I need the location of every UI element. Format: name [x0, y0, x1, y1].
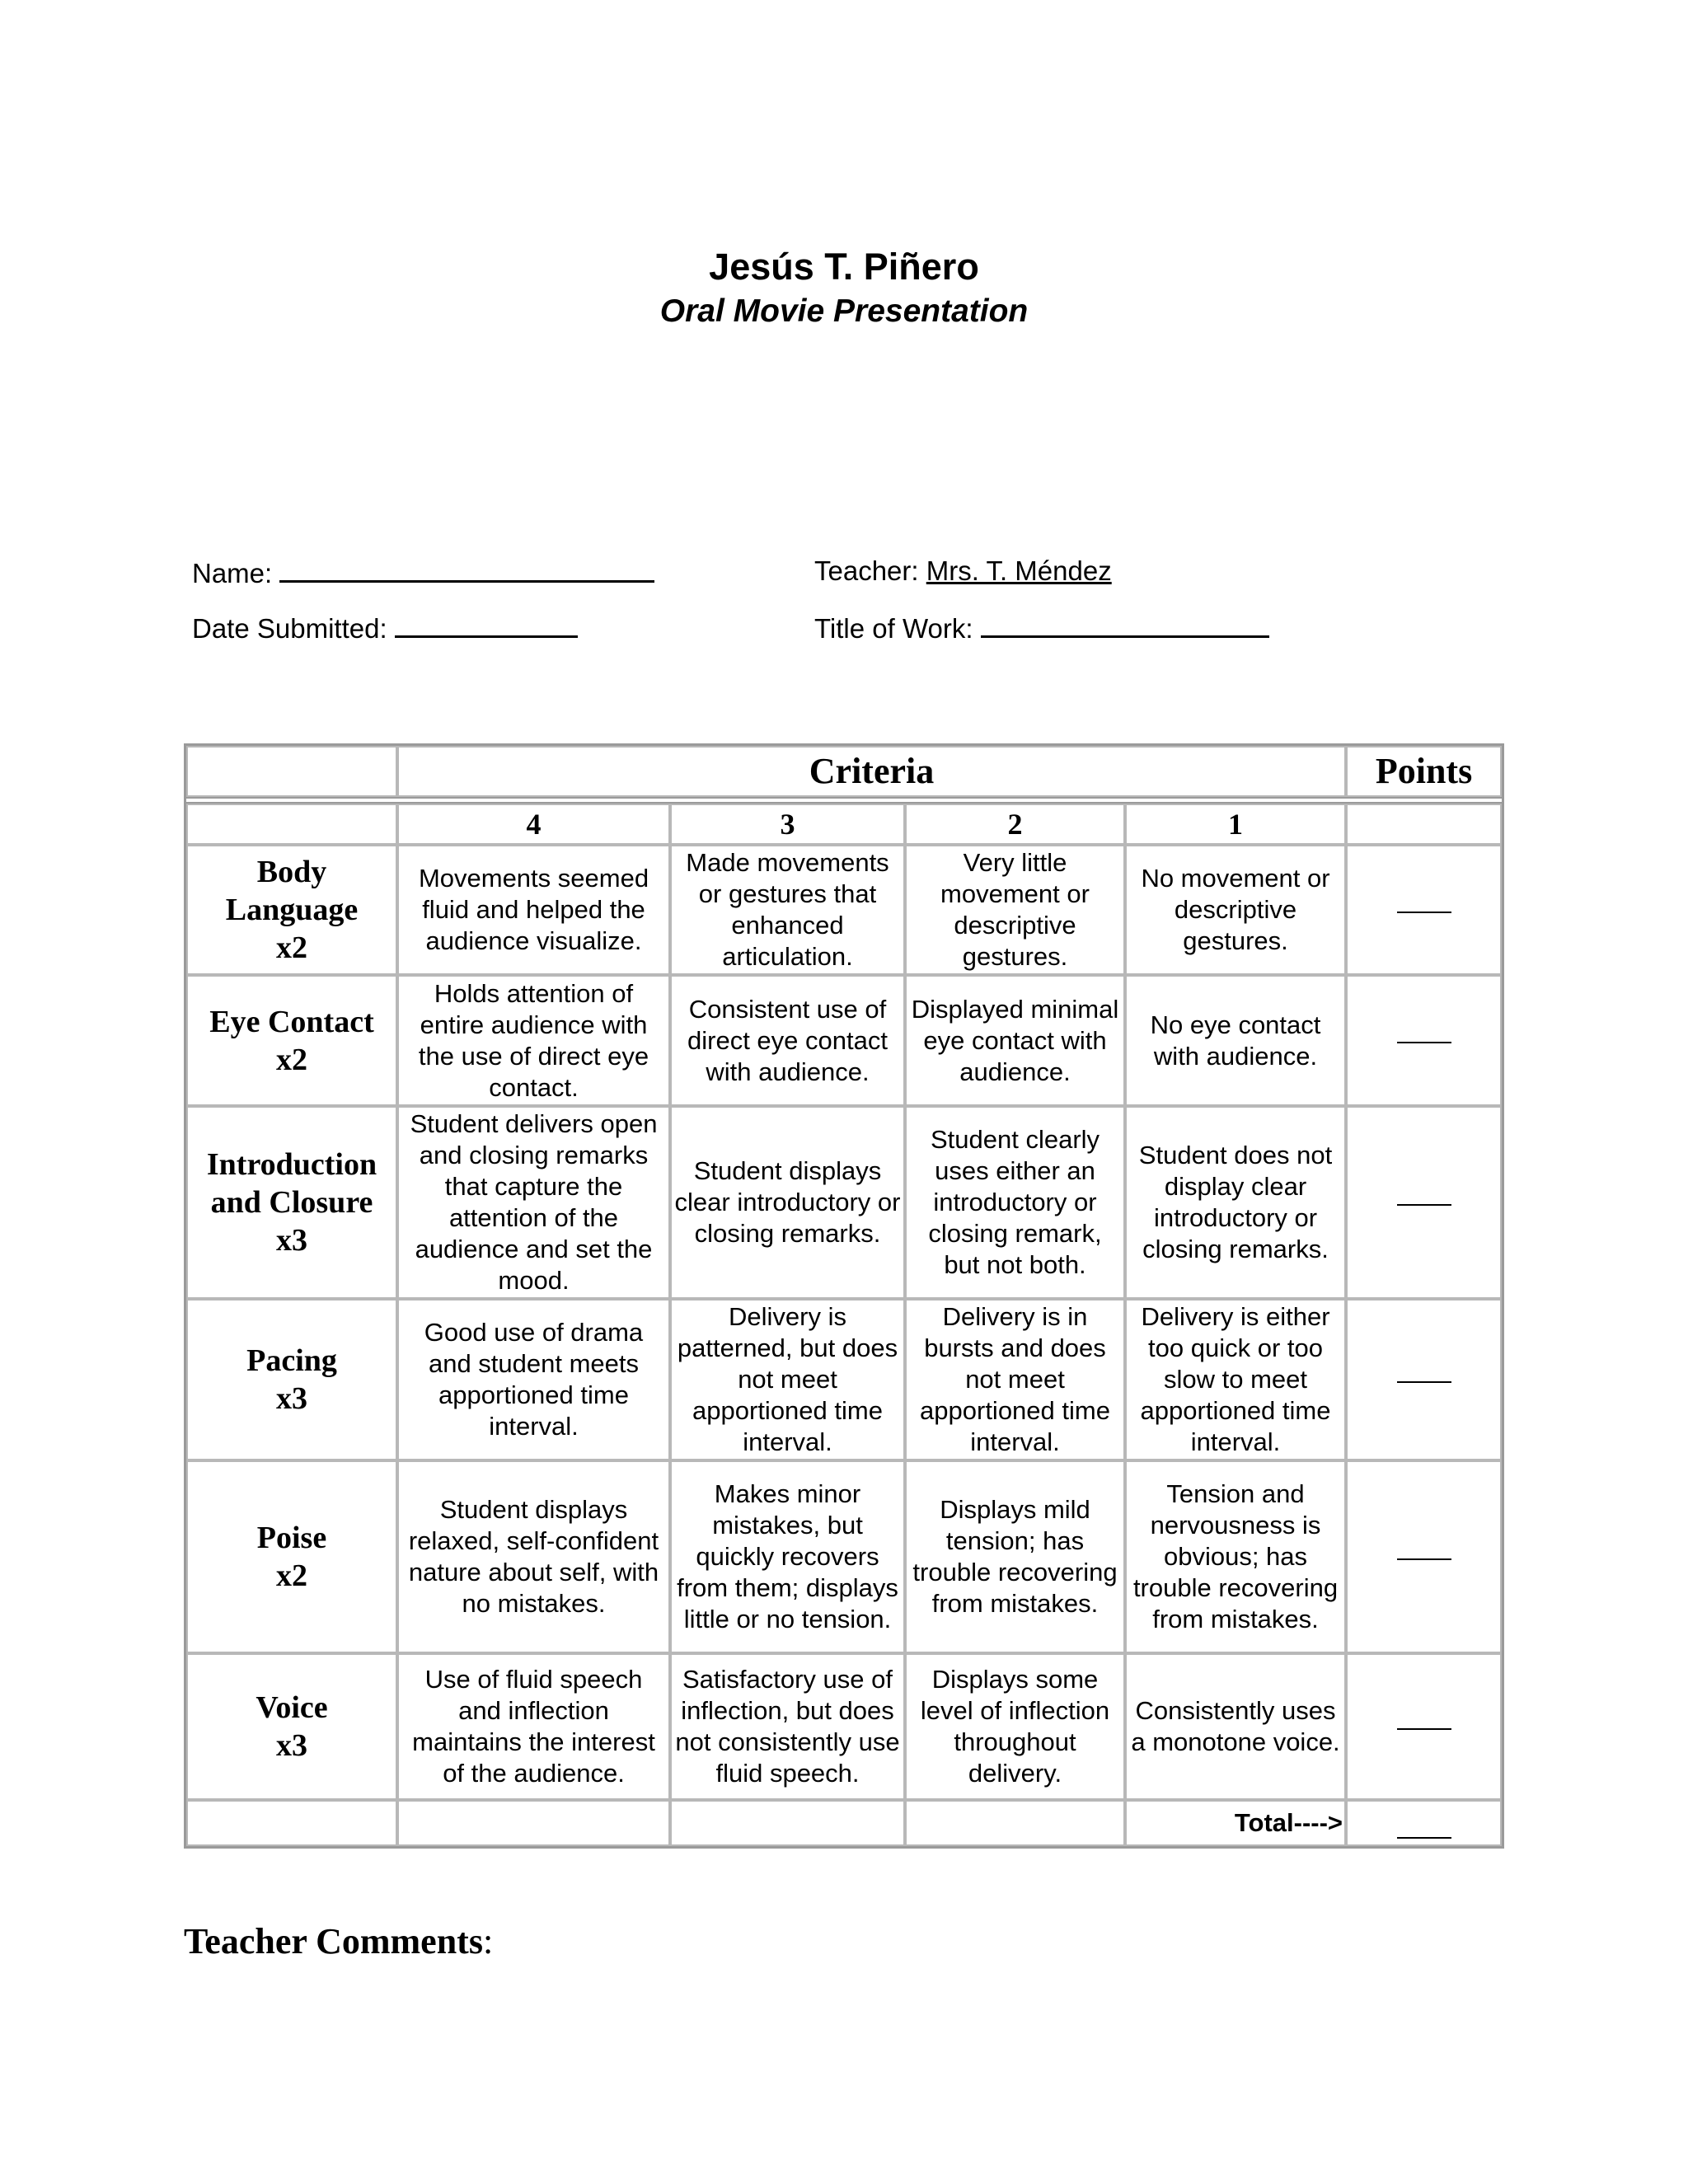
criterion-body-language: Body Language x2	[186, 845, 397, 975]
rubric-cell: Consistent use of direct eye contact with audience.	[670, 975, 905, 1106]
criterion-eye-contact: Eye Contact x2	[186, 975, 397, 1106]
rubric-row-poise	[186, 1460, 1502, 1653]
points-header: Points	[1346, 746, 1502, 797]
level-4: 4	[397, 804, 670, 845]
rubric-cell: Displays some level of inflection throughout delivery.	[905, 1653, 1125, 1800]
rubric-cell: Very little movement or descriptive gestures.	[905, 845, 1125, 975]
levels-row	[186, 804, 1502, 845]
header-empty-cell	[186, 746, 397, 797]
total-empty-cell	[905, 1800, 1125, 1846]
rubric-table	[184, 743, 1504, 1849]
points-blank-body-language[interactable]	[1346, 845, 1502, 975]
points-blank-pacing[interactable]	[1346, 1299, 1502, 1460]
title-of-work-field[interactable]	[814, 611, 1269, 644]
rubric-cell: Student delivers open and closing remarks that capture the attention of the audience and set the mood.	[397, 1106, 670, 1299]
criterion-voice: Voice x3	[186, 1653, 397, 1800]
rubric-cell: Student clearly uses either an introductory or closing remark, but not both.	[905, 1106, 1125, 1299]
rubric-cell: Student displays clear introductory or closing remarks.	[670, 1106, 905, 1299]
level-1: 1	[1125, 804, 1346, 845]
teacher-comments	[184, 1920, 493, 1962]
name-blank[interactable]	[279, 555, 654, 583]
name-label: Name:	[192, 558, 273, 588]
rubric-cell: Makes minor mistakes, but quickly recovers from them; displays little or no tension.	[670, 1460, 905, 1653]
teacher-comments-colon: :	[482, 1921, 494, 1961]
total-empty-cell	[397, 1800, 670, 1846]
rubric-cell: Satisfactory use of inflection, but does not consistently use fluid speech.	[670, 1653, 905, 1800]
level-3: 3	[670, 804, 905, 845]
rubric-cell: Consistently uses a monotone voice.	[1125, 1653, 1346, 1800]
name-field[interactable]	[192, 555, 654, 589]
criteria-header: Criteria	[397, 746, 1346, 797]
rubric-cell: Delivery is patterned, but does not meet apportioned time interval.	[670, 1299, 905, 1460]
rubric-cell: Student does not display clear introductory or closing remarks.	[1125, 1106, 1346, 1299]
document-subtitle: Oral Movie Presentation	[659, 293, 1029, 329]
rubric-cell: Made movements or gestures that enhanced articulation.	[670, 845, 905, 975]
rubric-cell: No movement or descriptive gestures.	[1125, 845, 1346, 975]
rubric-cell: No eye contact with audience.	[1125, 975, 1346, 1106]
rubric-row-body-language	[186, 845, 1502, 975]
criterion-poise: Poise x2	[186, 1460, 397, 1653]
date-submitted-field[interactable]	[192, 611, 578, 644]
total-row	[186, 1800, 1502, 1846]
rubric-row-voice	[186, 1653, 1502, 1800]
rubric-cell: Movements seemed fluid and helped the audience visualize.	[397, 845, 670, 975]
rubric-row-pacing	[186, 1299, 1502, 1460]
rubric-cell: Displayed minimal eye contact with audience.	[905, 975, 1125, 1106]
rubric-cell: Delivery is in bursts and does not meet apportioned time interval.	[905, 1299, 1125, 1460]
total-empty-cell	[186, 1800, 397, 1846]
total-label: Total---->	[1125, 1800, 1346, 1846]
level-2: 2	[905, 804, 1125, 845]
rubric-cell: Use of fluid speech and inflection maintains the interest of the audience.	[397, 1653, 670, 1800]
date-submitted-blank[interactable]	[395, 611, 578, 638]
points-blank-voice[interactable]	[1346, 1653, 1502, 1800]
rubric-cell: Good use of drama and student meets apportioned time interval.	[397, 1299, 670, 1460]
rubric-cell: Student displays relaxed, self-confident nature about self, with no mistakes.	[397, 1460, 670, 1653]
teacher-label: Teacher:	[814, 555, 919, 586]
points-blank-poise[interactable]	[1346, 1460, 1502, 1653]
date-submitted-label: Date Submitted:	[192, 613, 387, 644]
criterion-pacing: Pacing x3	[186, 1299, 397, 1460]
rubric-row-eye-contact	[186, 975, 1502, 1106]
rubric-header-row	[186, 746, 1502, 797]
school-name: Jesús T. Piñero	[709, 246, 979, 288]
rubric-cell: Holds attention of entire audience with the use of direct eye contact.	[397, 975, 670, 1106]
rubric-row-introduction	[186, 1106, 1502, 1299]
rubric-cell: Displays mild tension; has trouble recovering from mistakes.	[905, 1460, 1125, 1653]
title-of-work-blank[interactable]	[981, 611, 1269, 638]
teacher-comments-label: Teacher Comments	[184, 1921, 483, 1961]
criterion-introduction-closure: Introduction and Closure x3	[186, 1106, 397, 1299]
title-of-work-label: Title of Work:	[814, 613, 973, 644]
levels-empty-cell	[186, 804, 397, 845]
total-points-blank[interactable]	[1346, 1800, 1502, 1846]
teacher-field	[814, 555, 1112, 587]
points-blank-introduction[interactable]	[1346, 1106, 1502, 1299]
teacher-value: Mrs. T. Méndez	[926, 555, 1112, 586]
total-empty-cell	[670, 1800, 905, 1846]
levels-points-empty	[1346, 804, 1502, 845]
rubric-cell: Tension and nervousness is obvious; has trouble recovering from mistakes.	[1125, 1460, 1346, 1653]
points-blank-eye-contact[interactable]	[1346, 975, 1502, 1106]
rubric-cell: Delivery is either too quick or too slow to meet apportioned time interval.	[1125, 1299, 1346, 1460]
header-separator	[186, 797, 1502, 804]
